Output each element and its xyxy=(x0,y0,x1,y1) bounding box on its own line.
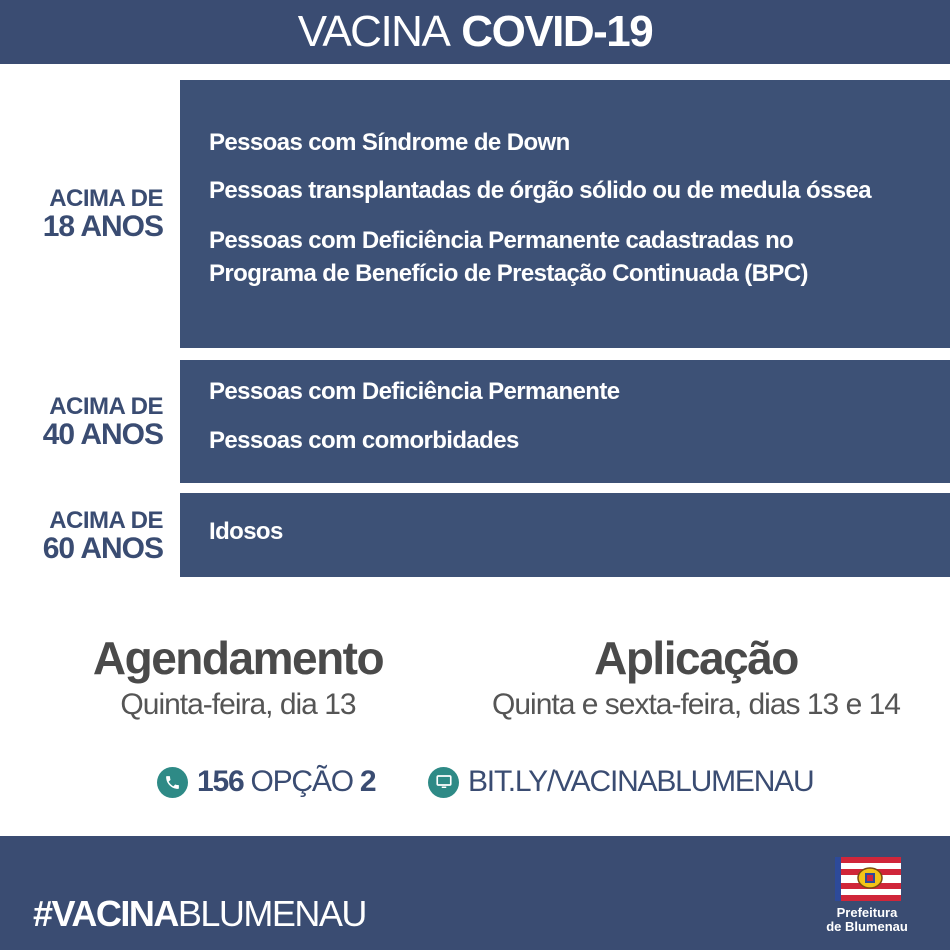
phone-number: 156 xyxy=(197,765,244,798)
group-panel-60 xyxy=(180,493,950,577)
group-panel-18 xyxy=(180,80,950,348)
page-header xyxy=(0,0,950,64)
title-vacina: VACINA xyxy=(297,7,450,56)
schedule-subtitle: Quinta-feira, dia 13 xyxy=(120,688,356,721)
website-url: BIT.LY/VACINABLUMENAU xyxy=(468,765,814,798)
phone-option-label: OPÇÃO xyxy=(250,765,353,798)
age-label-60: ACIMA DE 60 ANOS xyxy=(42,507,163,565)
list-item: Pessoas com Deficiência Permanente cadastradas no xyxy=(209,227,794,254)
list-item: Pessoas transplantadas de órgão sólido ou de medula óssea xyxy=(209,177,872,204)
coat-of-arms-icon xyxy=(835,857,901,901)
prefeitura-logo-text: Prefeitura de Blumenau xyxy=(826,905,908,934)
website-link[interactable] xyxy=(428,762,813,802)
phone-option-number: 2 xyxy=(359,765,376,798)
phone-contact[interactable] xyxy=(157,762,375,802)
schedule-title: Agendamento xyxy=(92,632,384,684)
application-subtitle: Quinta e sexta-feira, dias 13 e 14 xyxy=(492,688,900,721)
application-title: Aplicação xyxy=(594,632,798,684)
list-item: Pessoas com Deficiência Permanente xyxy=(209,378,620,405)
list-item: Programa de Benefício de Prestação Continuada (BPC) xyxy=(209,260,808,287)
age-label-40: ACIMA DE 40 ANOS xyxy=(42,393,163,451)
title-covid: COVID-19 xyxy=(461,7,653,56)
age-label-18: ACIMA DE 18 ANOS xyxy=(42,185,163,243)
phone-icon xyxy=(157,767,188,798)
hashtag: #VACINABLUMENAU xyxy=(33,893,366,934)
monitor-icon xyxy=(428,767,459,798)
list-item: Pessoas com comorbidades xyxy=(209,427,519,454)
list-item: Idosos xyxy=(209,518,283,545)
list-item: Pessoas com Síndrome de Down xyxy=(209,129,570,156)
